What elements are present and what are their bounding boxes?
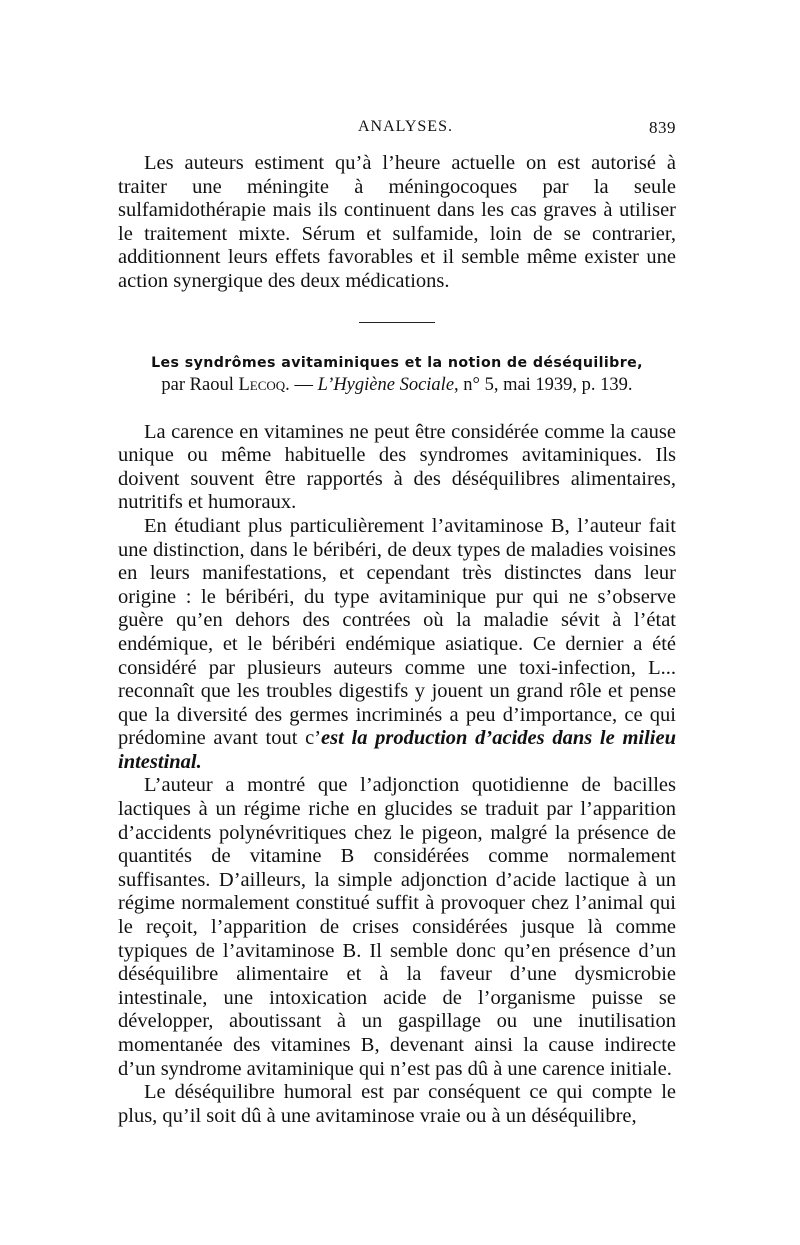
paragraph-3: L’auteur a montré que l’adjonction quotidienne de bacilles lactiques à un régime riche en glucides se traduit par l’apparition d’accidents polynévritiques chez le pigeon, malgré la présence de quantités de vitamine B considérées comme normalement suffisantes. D’ailleurs, la simple adjonction d’acide lactique à un régime normalement constitué suffit à provoquer chez l’animal qui le reçoit, l’apparition de crises considérées jusque là comme typiques de l’avitaminose B. Il semble donc qu’en présence d’un déséquilibre alimentaire et à la faveur d’une dysmicrobie intestinale, une intoxication acide de l’organisme puisse se développer, aboutissant à un gaspillage ou une inutilisation momentanée des vitamines B, devenant ainsi la cause indirecte d’un syndrome avitaminique qui n’est pas dû à une carence initiale. [118, 774, 676, 1080]
issue-info: , n° 5, mai 1939, p. 139. [454, 374, 633, 395]
section-divider [359, 322, 435, 323]
intro-paragraph: Les auteurs estiment qu’à l’heure actuelle on est autorisé à traiter une méningite à méningocoques par la seule sulfamidothérapie mais ils continuent dans les cas graves à utiliser le traitement mixte. Sérum et sulfamide, loin de se contrarier, additionnent leurs effets favorables et il semble même exister une action synergique des deux médications. [118, 152, 676, 292]
paragraph-1: La carence en vitamines ne peut être considérée comme la cause unique ou même habituelle des syndromes avitaminiques. Ils doivent souvent être rapportés à des déséquilibres alimentaires, nutritifs et humoraux. [118, 420, 676, 514]
article-title: Les syndrômes avitaminiques et la notion de déséquilibre, [151, 354, 643, 371]
paragraph-2 [118, 515, 676, 775]
page-number: 839 [649, 118, 676, 137]
paragraph-2-emphasis: est la production d’acides dans le milieu intestinal. [118, 727, 676, 773]
author-surname: Lecoq. [238, 374, 290, 395]
journal-name: L’Hygiène Sociale [317, 374, 455, 395]
paragraph-4: Le déséquilibre humoral est par conséquent ce qui compte le plus, qu’il soit dû à une avitaminose vraie ou à un déséquilibre, [118, 1081, 676, 1127]
article-byline [118, 373, 676, 397]
paragraph-2-text: En étudiant plus particulièrement l’avitaminose B, l’auteur fait une distinction, dans le béribéri, de deux types de maladies voisines en leurs manifestations, et cependant très distinctes dans leur origine : le béribéri, du type avitaminique pur qui ne s’observe guère qu’en dehors des contrées où la maladie sévit à l’état endémique, et le béribéri endémique asiatique. Ce dernier a été considéré par plusieurs auteurs comme une toxi-infection, L... reconnaît que les troubles digestifs y jouent un grand rôle et pense que la diversité des germes incriminés a peu d’importance, ce qui prédomine avant tout c’ [118, 514, 676, 750]
document-page [118, 112, 676, 1128]
running-header [118, 112, 676, 142]
header-title: ANALYSES. [358, 118, 453, 135]
byline-dash: — [289, 374, 318, 395]
byline-prefix: par Raoul [161, 374, 234, 395]
